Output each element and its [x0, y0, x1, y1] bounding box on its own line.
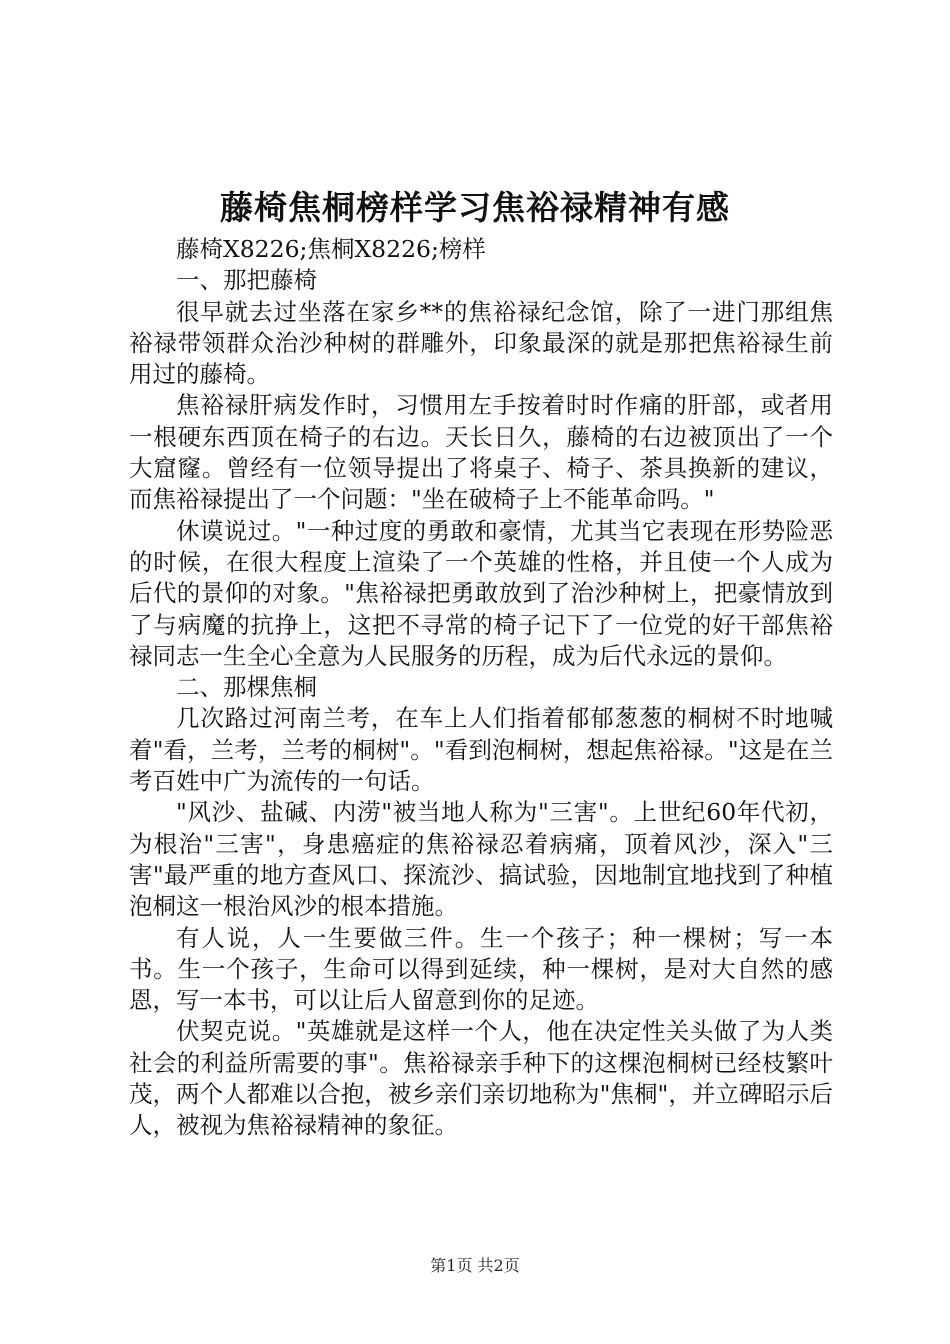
body-paragraph: 休谟说过。"一种过度的勇敢和豪情，尤其当它表现在形势险恶的时候，在很大程度上渲染了一个英雄的性格，并且使一个人成为后代的景仰的对象。"焦裕禄把勇敢放到了治沙种树上，把豪情放到了与病魔的抗挣上，这把不寻常的椅子记下了一位党的好干部焦裕禄同志一生全心全意为人民服务的历程，成为后代永远的景仰。 — [129, 516, 833, 670]
body-paragraph: 有人说，人一生要做三件。生一个孩子；种一棵树；写一本书。生一个孩子，生命可以得到延续，种一棵树，是对大自然的感恩，写一本书，可以让后人留意到你的足迹。 — [129, 923, 833, 1015]
section-heading-2: 二、那棵焦桐 — [176, 673, 317, 702]
section-heading-1: 一、那把藤椅 — [176, 266, 317, 295]
keywords-line: 藤椅X8226;焦桐X8226;榜样 — [176, 235, 486, 263]
document-title: 藤椅焦桐榜样学习焦裕禄精神有感 — [220, 188, 730, 227]
body-paragraph: 几次路过河南兰考，在车上人们指着郁郁葱葱的桐树不时地喊着"看，兰考，兰考的桐树"。"看到泡桐树，想起焦裕禄。"这是在兰考百姓中广为流传的一句话。 — [129, 704, 833, 796]
body-paragraph: 焦裕禄肝病发作时，习惯用左手按着时时作痛的肝部，或者用一根硬东西顶在椅子的右边。天长日久，藤椅的右边被顶出了一个大窟窿。曾经有一位领导提出了将桌子、椅子、茶具换新的建议，而焦裕禄提出了一个问题："坐在破椅子上不能革命吗。" — [129, 391, 833, 514]
document-body — [129, 234, 833, 1142]
body-paragraph: "风沙、盐碱、内涝"被当地人称为"三害"。上世纪60年代初，为根治"三害"，身患癌症的焦裕禄忍着病痛，顶着风沙，深入"三害"最严重的地方查风口、探流沙、搞试验，因地制宜地找到了种植泡桐这一根治风沙的根本措施。 — [129, 798, 833, 921]
page-number-footer: 第1页 共2页 — [430, 1256, 520, 1275]
body-paragraph: 伏契克说。"英雄就是这样一个人，他在决定性关头做了为人类社会的利益所需要的事"。焦裕禄亲手种下的这棵泡桐树已经枝繁叶茂，两个人都难以合抱，被乡亲们亲切地称为"焦桐"，并立碑昭示后人，被视为焦裕禄精神的象征。 — [129, 1017, 833, 1140]
body-paragraph: 很早就去过坐落在家乡**的焦裕禄纪念馆，除了一进门那组焦裕禄带领群众治沙种树的群雕外，印象最深的就是那把焦裕禄生前用过的藤椅。 — [129, 297, 833, 389]
